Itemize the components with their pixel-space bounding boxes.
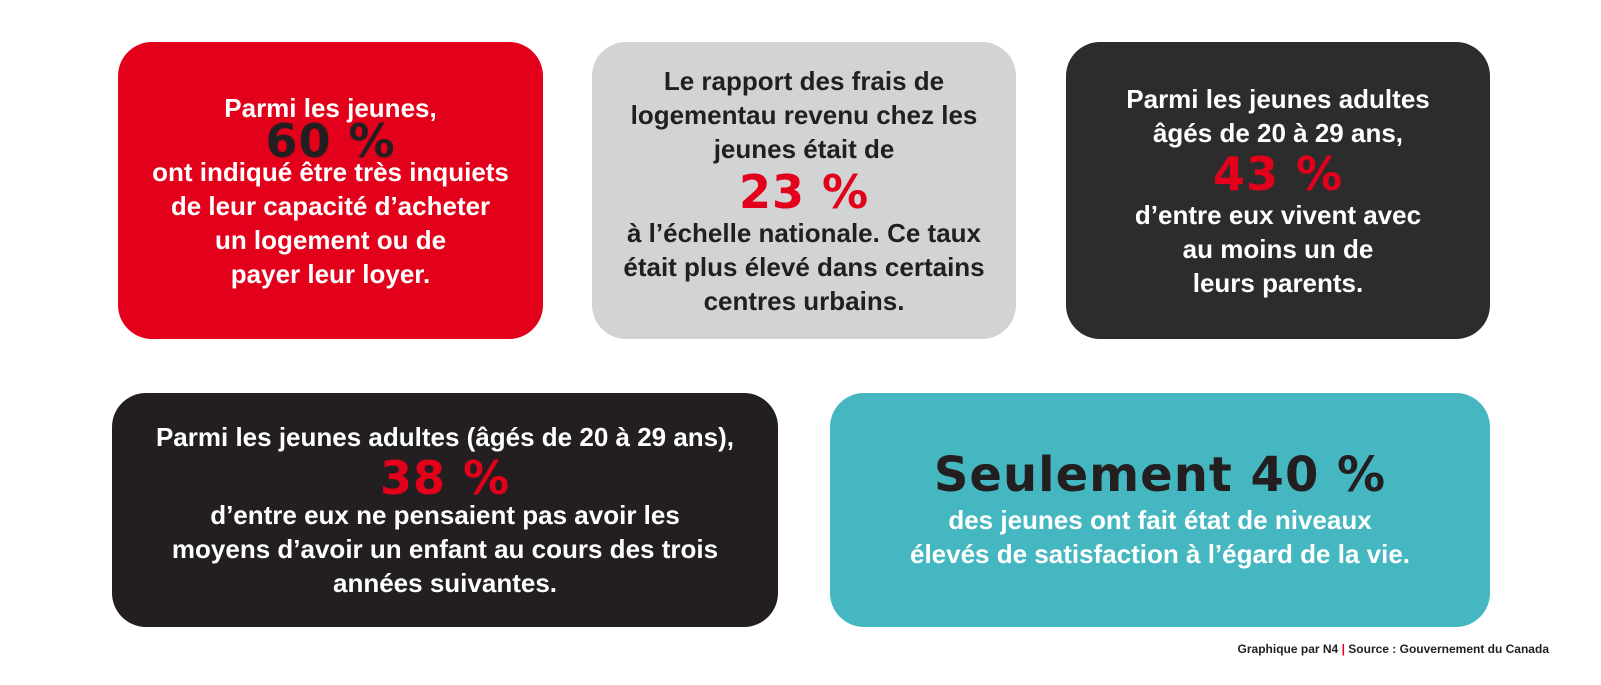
card-stat-value: 38 % xyxy=(379,451,511,505)
stat-card-housing-cost-ratio xyxy=(592,42,1016,339)
card-body-text: élevés de satisfaction à l’égard de la vie. xyxy=(909,539,1411,569)
card-stat-value: Seulement 40 % xyxy=(933,447,1387,503)
card-stat-value: 43 % xyxy=(1212,146,1344,201)
stat-card-living-with-parents xyxy=(1066,42,1490,339)
credit-source: Source : Gouvernement du Canada xyxy=(1348,642,1549,656)
card-stat-value: 60 % xyxy=(265,113,396,168)
card-lead-text: Parmi les jeunes adultes (âgés de 20 à 29 ans), xyxy=(155,422,735,452)
card-body-text: de leur capacité d’acheter xyxy=(170,190,491,221)
card-body-text: leurs parents. xyxy=(1192,267,1364,298)
card-body-text: à l’échelle nationale. Ce taux xyxy=(626,217,982,248)
credit-line xyxy=(1238,642,1549,656)
card-lead-text: logementau revenu chez les xyxy=(630,99,978,130)
card-stat-value: 23 % xyxy=(738,164,870,219)
stat-card-life-satisfaction xyxy=(830,393,1490,627)
card-lead-text: âgés de 20 à 29 ans, xyxy=(1152,117,1404,148)
card-body-text: centres urbains. xyxy=(703,285,905,316)
card-body-text: d’entre eux ne pensaient pas avoir les xyxy=(210,500,680,530)
card-body-text: d’entre eux vivent avec xyxy=(1134,199,1422,230)
card-body-text: au moins un de xyxy=(1182,233,1374,264)
stat-card-housing-worry xyxy=(118,42,543,339)
card-body-text: payer leur loyer. xyxy=(230,258,431,289)
card-lead-text: Parmi les jeunes, xyxy=(224,92,437,123)
card-body-text: moyens d’avoir un enfant au cours des trois xyxy=(171,534,719,564)
credit-graphic: Graphique par N4 xyxy=(1237,642,1339,656)
card-lead-text: Le rapport des frais de xyxy=(663,65,945,96)
card-body-text: était plus élevé dans certains xyxy=(623,251,985,282)
card-body-text: un logement ou de xyxy=(214,224,447,255)
credit-separator: | xyxy=(1341,642,1345,656)
card-body-text: des jeunes ont fait état de niveaux xyxy=(948,505,1372,535)
card-body-text: ont indiqué être très inquiets xyxy=(152,156,509,187)
card-lead-text: jeunes était de xyxy=(713,133,895,164)
card-lead-text: Parmi les jeunes adultes xyxy=(1126,83,1430,114)
stat-card-child-affordability xyxy=(112,393,778,627)
card-body-text: années suivantes. xyxy=(333,568,557,598)
